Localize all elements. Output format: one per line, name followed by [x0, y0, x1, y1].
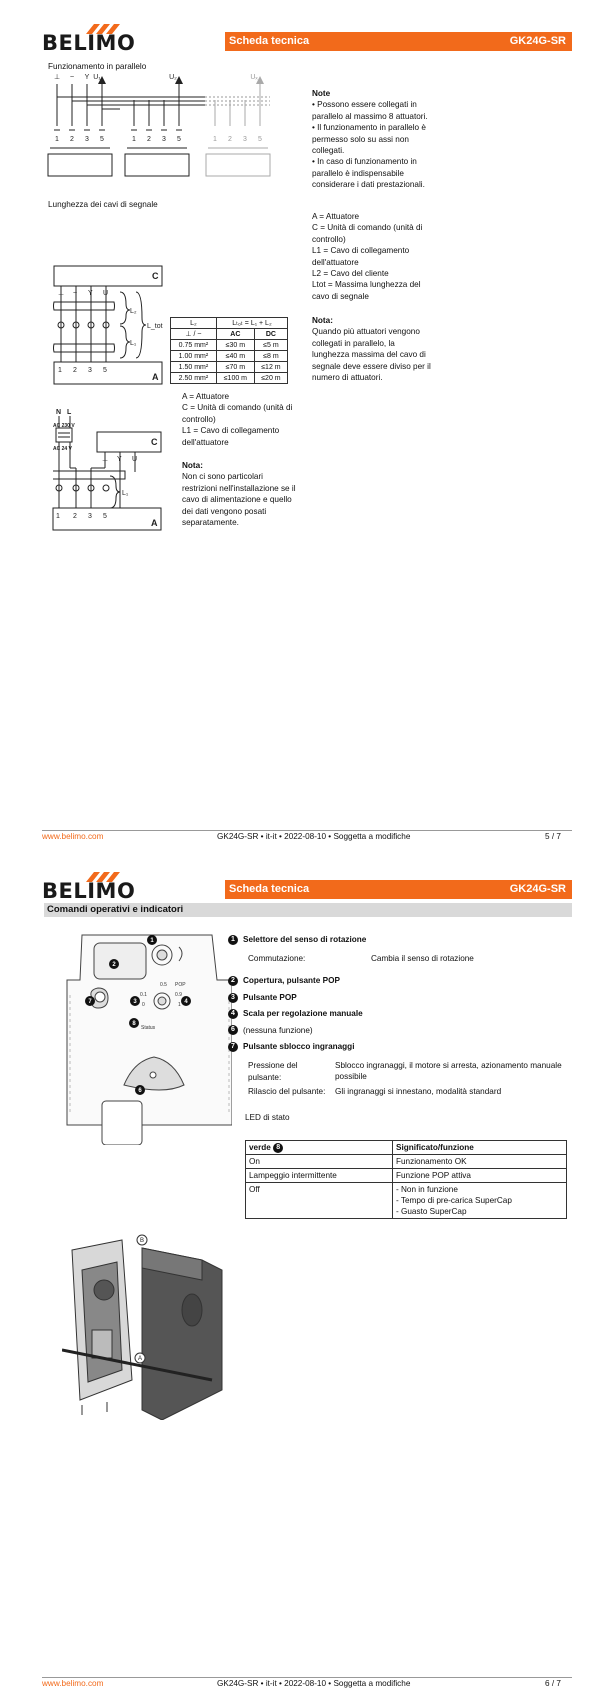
svg-text:3: 3 — [243, 136, 247, 143]
svg-text:L₁: L₁ — [122, 490, 129, 497]
svg-text:2: 2 — [70, 136, 74, 143]
svg-text:3: 3 — [88, 513, 92, 520]
svg-text:5: 5 — [103, 513, 107, 520]
table-row: 1.00 mm² ≤40 m ≤8 m — [171, 351, 288, 362]
table-row: On Funzionamento OK — [246, 1155, 567, 1169]
led-title: LED di stato — [245, 1113, 290, 1123]
svg-text:AC 24 V: AC 24 V — [53, 446, 72, 452]
cable-title: Lunghezza dei cavi di segnale — [48, 200, 158, 209]
list-item: 2 Copertura, pulsante POP — [228, 975, 573, 986]
footer-rule — [42, 830, 572, 831]
svg-text:C: C — [151, 437, 158, 447]
list-item: 1 Selettore del senso di rotazione — [228, 934, 573, 945]
footer-link[interactable]: www.belimo.com — [42, 1679, 104, 1688]
svg-text:N: N — [56, 409, 62, 416]
legend-block: A = Attuatore C = Unità di comando (unità di controllo) L1 = Cavo di collegamento dell'attuatore L2 = Cavo del cliente Ltot = Massima lunghezza del cavo di segnale — [312, 212, 423, 301]
belimo-logo — [42, 22, 136, 55]
svg-text:3: 3 — [85, 136, 89, 143]
callout-1: 1 — [150, 938, 154, 944]
svg-text:2: 2 — [147, 136, 151, 143]
belimo-logo: BELIMO — [42, 870, 122, 902]
svg-text:1: 1 — [55, 136, 59, 143]
svg-text:U: U — [103, 290, 109, 297]
section-heading: Comandi operativi e indicatori — [44, 903, 572, 917]
svg-text:~: ~ — [73, 290, 78, 297]
sym-ux: Uₓ — [250, 74, 258, 81]
sym-ac: ~ — [69, 74, 75, 81]
svg-text:1: 1 — [58, 367, 62, 374]
title-bar: Scheda tecnica GK24G-SR — [225, 880, 572, 899]
svg-text:Y: Y — [117, 456, 122, 463]
note-title: Note — [312, 89, 331, 98]
callout-7: 7 — [88, 999, 92, 1005]
svg-text:3: 3 — [88, 367, 92, 374]
list-item: 3 Pulsante POP — [228, 992, 573, 1003]
cable-table: L₂ Lₜₒₜ = L₁ + L₂ ⊥ / ~ AC DC 0.75 mm² ≤30 m ≤5 m 1.00 mm² ≤40 m ≤8 m 1.50 mm² ≤70 m ≤12 m 2.50 mm² ≤100 m ≤20 m — [170, 317, 288, 384]
controls-list: 1 Selettore del senso di rotazione Commutazione: Cambia il senso di rotazione 2 Copertura, pulsante POP 3 Pulsante POP 4 Scala per regolazione manuale 6 (nessuna funzione) 7 Pulsante sblocco ingranaggi Pressione del pulsante: Sblocco ingranaggi, il motore si arresta, azionamento manuale possibile Rilascio del pulsante: Gli ingranaggi si innestano, modalità standard LED di stato — [228, 934, 573, 1124]
table-row: 0.75 mm² ≤30 m ≤5 m — [171, 340, 288, 351]
svg-text:⊥: ⊥ — [58, 290, 65, 297]
title-bar — [225, 32, 572, 51]
sym-ground: ⊥ — [53, 74, 61, 81]
photo-label-b: B — [139, 1238, 145, 1244]
sym-u2: U₂ — [169, 74, 177, 81]
svg-text:Status: Status — [141, 1025, 156, 1031]
callout-3: 3 — [133, 999, 137, 1005]
callout-4: 4 — [184, 999, 188, 1005]
footer-page: 6 / 7 — [545, 1679, 561, 1688]
actuator-cover-illustration — [62, 1230, 232, 1420]
svg-text:⊥: ⊥ — [102, 456, 109, 463]
svg-text:C: C — [152, 271, 159, 281]
callout-8: 8 — [132, 1021, 136, 1027]
svg-text:0.9: 0.9 — [175, 992, 182, 998]
svg-text:2: 2 — [73, 367, 77, 374]
svg-text:A: A — [152, 372, 159, 382]
svg-text:2: 2 — [73, 513, 77, 520]
sym-y: Y — [84, 74, 90, 81]
svg-text:U: U — [132, 456, 138, 463]
list-item: 7 Pulsante sblocco ingranaggi — [228, 1041, 573, 1052]
list-item: 6 (nessuna funzione) — [228, 1025, 573, 1036]
callout-6: 6 — [138, 1088, 142, 1094]
footer-link[interactable]: www.belimo.com — [42, 832, 104, 841]
footer-rule — [42, 1677, 572, 1678]
svg-text:L₂: L₂ — [130, 308, 137, 315]
nota2-block: Nota: Quando più attuatori vengono collegati in parallelo, la lunghezza massima del cavo di segnale deve essere diviso per il numero di attuatori. — [312, 316, 431, 383]
power-wiring-diagram — [50, 408, 170, 536]
svg-text:A: A — [151, 518, 158, 528]
svg-text:0.5: 0.5 — [160, 982, 167, 988]
svg-text:Y: Y — [88, 290, 93, 297]
photo-label-a: A — [137, 1356, 143, 1362]
notes-block: Note • Possono essere collegati in parallelo al massimo 8 attuatori. • Il funzionamento in parallelo è permesso solo su assi non collegati. • In caso di funzionamento in parallelo è indispensabile considerare i dati prestazionali. — [312, 88, 442, 191]
svg-text:5: 5 — [100, 136, 104, 143]
svg-text:1: 1 — [178, 1002, 181, 1008]
svg-text:1: 1 — [213, 136, 217, 143]
svg-text:0.1: 0.1 — [140, 992, 147, 998]
led-table: verde 8 Significato/funzione On Funzionamento OK Lampeggio intermittente Funzione POP attiva Off - Non in funzione - Tempo di pre-carica SuperCap - Guasto SuperCap — [245, 1140, 567, 1219]
svg-text:AC 230 V: AC 230 V — [53, 423, 75, 429]
svg-text:L₁: L₁ — [130, 340, 137, 347]
svg-text:5: 5 — [103, 367, 107, 374]
table-row: Lampeggio intermittente Funzione POP attiva — [246, 1169, 567, 1183]
parallel-title: Funzionamento in parallelo — [48, 62, 147, 71]
svg-text:1: 1 — [132, 136, 136, 143]
callout-2: 2 — [112, 962, 116, 968]
legend2-block: A = Attuatore C = Unità di comando (unità di controllo) L1 = Cavo di collegamento dell'attuatore — [182, 392, 293, 447]
logo-text: BELIMO — [42, 31, 136, 55]
svg-text:0: 0 — [142, 1002, 145, 1008]
table-row: Off - Non in funzione - Tempo di pre-carica SuperCap - Guasto SuperCap — [246, 1183, 567, 1219]
svg-text:5: 5 — [177, 136, 181, 143]
footer-center: GK24G-SR • it-it • 2022-08-10 • Soggetta a modifiche — [217, 832, 411, 841]
svg-text:3: 3 — [162, 136, 166, 143]
svg-text:L: L — [67, 409, 72, 416]
sym-u1: U₁ — [93, 74, 101, 81]
doc-title: Scheda tecnica — [229, 35, 310, 47]
footer-center: GK24G-SR • it-it • 2022-08-10 • Soggetta a modifiche — [217, 1679, 411, 1688]
table-row: 1.50 mm² ≤70 m ≤12 m — [171, 362, 288, 373]
svg-text:2: 2 — [228, 136, 232, 143]
svg-text:POP: POP — [175, 982, 186, 988]
list-item: 4 Scala per regolazione manuale — [228, 1008, 573, 1019]
actuator-controls-diagram — [62, 925, 232, 1145]
nota3-block: Nota: Non ci sono particolari restrizioni nell'installazione se il cavo di alimentazione e quello dei dati vengono posati separatamente. — [182, 461, 296, 528]
cable-length-diagram — [50, 262, 165, 388]
parallel-wiring-diagram — [40, 70, 300, 200]
svg-text:L_tot: L_tot — [147, 323, 163, 330]
svg-text:1: 1 — [56, 513, 60, 520]
doc-model: GK24G-SR — [509, 35, 566, 47]
table-row: 2.50 mm² ≤100 m ≤20 m — [171, 373, 288, 384]
footer-page: 5 / 7 — [545, 832, 561, 841]
svg-text:5: 5 — [258, 136, 262, 143]
